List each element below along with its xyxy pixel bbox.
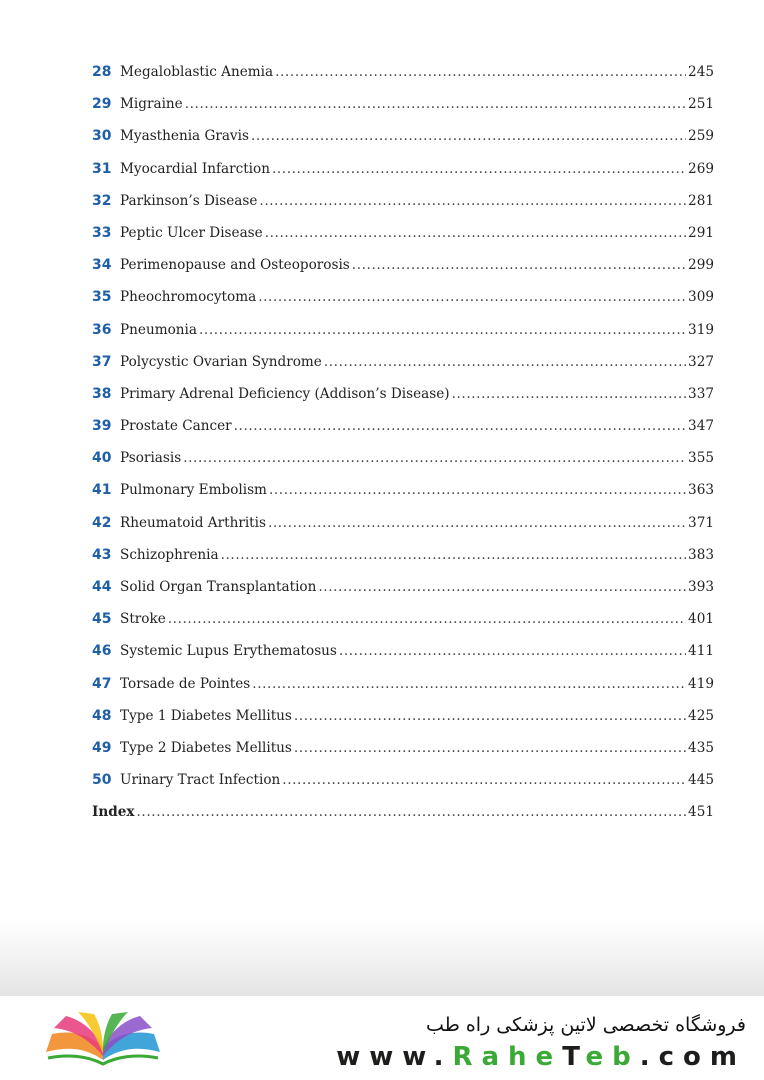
toc-entry[interactable] bbox=[92, 766, 714, 798]
dot-leader bbox=[185, 90, 686, 118]
chapter-number: 41 bbox=[92, 482, 112, 499]
page-number: 251 bbox=[688, 96, 714, 113]
page-number: 299 bbox=[688, 257, 714, 274]
dot-leader bbox=[137, 798, 687, 826]
toc-entry[interactable] bbox=[92, 122, 714, 154]
page-number: 291 bbox=[688, 224, 714, 241]
website-brand-part-2: T bbox=[562, 1042, 586, 1072]
chapter-title: Myocardial Infarction bbox=[120, 160, 270, 177]
chapter-title: Megaloblastic Anemia bbox=[120, 64, 274, 80]
chapter-title: Migraine bbox=[120, 96, 183, 113]
dot-leader bbox=[199, 316, 686, 344]
page-number: 245 bbox=[688, 64, 714, 80]
page-number: 393 bbox=[688, 579, 714, 595]
dot-leader bbox=[324, 348, 686, 376]
chapter-number: 29 bbox=[92, 96, 112, 113]
toc-entry[interactable] bbox=[92, 444, 714, 476]
dot-leader bbox=[258, 283, 686, 311]
page-number: 327 bbox=[688, 353, 714, 370]
page-number: 259 bbox=[688, 128, 714, 145]
chapter-number: 48 bbox=[92, 707, 112, 724]
chapter-title: Stroke bbox=[120, 611, 166, 628]
toc-entry[interactable] bbox=[92, 605, 714, 637]
chapter-number: 50 bbox=[92, 772, 112, 789]
chapter-number: 43 bbox=[92, 546, 112, 563]
dot-leader bbox=[234, 412, 686, 440]
toc-entry[interactable] bbox=[92, 412, 714, 444]
chapter-title: Myasthenia Gravis bbox=[120, 128, 249, 145]
chapter-title: Urinary Tract Infection bbox=[120, 772, 281, 789]
chapter-title: Solid Organ Transplantation bbox=[120, 579, 317, 595]
page-number: 319 bbox=[688, 321, 714, 338]
chapter-number: 46 bbox=[92, 643, 112, 660]
chapter-title: Torsade de Pointes bbox=[120, 675, 251, 692]
page-number: 451 bbox=[688, 804, 714, 821]
chapter-number: 34 bbox=[92, 257, 112, 274]
toc-entry[interactable] bbox=[92, 58, 714, 90]
website-prefix: www. bbox=[336, 1042, 453, 1072]
chapter-number: 33 bbox=[92, 224, 112, 241]
toc-entry[interactable] bbox=[92, 348, 714, 380]
page-number: 401 bbox=[688, 611, 714, 628]
dot-leader bbox=[252, 670, 686, 698]
dot-leader bbox=[275, 58, 686, 86]
page-number: 371 bbox=[688, 514, 714, 531]
chapter-title: Pneumonia bbox=[120, 321, 197, 338]
toc-entry[interactable] bbox=[92, 734, 714, 766]
chapter-number: 32 bbox=[92, 192, 112, 209]
dot-leader bbox=[452, 380, 686, 408]
toc-index-entry[interactable] bbox=[92, 798, 714, 830]
chapter-title: Pheochromocytoma bbox=[120, 289, 257, 306]
toc-entry[interactable] bbox=[92, 316, 714, 348]
chapter-number: 39 bbox=[92, 418, 112, 435]
toc-entry[interactable] bbox=[92, 509, 714, 541]
chapter-number: 45 bbox=[92, 611, 112, 628]
page-number: 337 bbox=[688, 385, 714, 402]
dot-leader bbox=[183, 444, 686, 472]
chapter-number: 42 bbox=[92, 514, 112, 531]
chapter-number: 35 bbox=[92, 289, 112, 306]
dot-leader bbox=[294, 702, 686, 730]
toc-entry[interactable] bbox=[92, 573, 714, 605]
shop-name: فروشگاه تخصصی لاتین پزشکی راه طب bbox=[426, 1014, 746, 1036]
toc-entry[interactable] bbox=[92, 702, 714, 734]
chapter-title: Systemic Lupus Erythematosus bbox=[120, 643, 337, 660]
toc-entry[interactable] bbox=[92, 541, 714, 573]
index-title: Index bbox=[92, 804, 135, 821]
chapter-title: Polycystic Ovarian Syndrome bbox=[120, 353, 322, 370]
chapter-title: Type 1 Diabetes Mellitus bbox=[120, 707, 292, 724]
toc-entry[interactable] bbox=[92, 251, 714, 283]
chapter-number: 38 bbox=[92, 385, 112, 402]
chapter-title: Schizophrenia bbox=[120, 546, 219, 563]
dot-leader bbox=[251, 122, 686, 150]
page-number: 309 bbox=[688, 289, 714, 306]
toc-entry[interactable] bbox=[92, 670, 714, 702]
chapter-title: Prostate Cancer bbox=[120, 418, 232, 435]
toc-entry[interactable] bbox=[92, 155, 714, 187]
chapter-number: 44 bbox=[92, 579, 112, 595]
website-brand-part-1: Rahe bbox=[452, 1042, 563, 1072]
dot-leader bbox=[318, 573, 686, 601]
open-book-logo-icon bbox=[38, 1008, 168, 1066]
page-number: 363 bbox=[688, 482, 714, 499]
website-suffix: .com bbox=[639, 1042, 746, 1072]
dot-leader bbox=[269, 476, 686, 504]
chapter-number: 47 bbox=[92, 675, 112, 692]
dot-leader bbox=[168, 605, 686, 633]
toc-entry[interactable] bbox=[92, 283, 714, 315]
page-number: 435 bbox=[688, 739, 714, 756]
chapter-title: Pulmonary Embolism bbox=[120, 482, 267, 499]
page-fade bbox=[0, 920, 764, 998]
page-number: 347 bbox=[688, 418, 714, 435]
chapter-number: 36 bbox=[92, 321, 112, 338]
chapter-number: 37 bbox=[92, 353, 112, 370]
dot-leader bbox=[221, 541, 686, 569]
chapter-title: Perimenopause and Osteoporosis bbox=[120, 257, 350, 274]
page-number: 419 bbox=[688, 675, 714, 692]
dot-leader bbox=[272, 155, 686, 183]
toc-entry[interactable] bbox=[92, 90, 714, 122]
website-url[interactable] bbox=[336, 1042, 746, 1072]
chapter-title: Peptic Ulcer Disease bbox=[120, 224, 263, 241]
website-brand-part-3: eb bbox=[585, 1042, 640, 1072]
toc-entry[interactable] bbox=[92, 219, 714, 251]
page-number: 355 bbox=[688, 450, 714, 467]
chapter-title: Psoriasis bbox=[120, 450, 182, 467]
page-number: 411 bbox=[688, 643, 714, 660]
chapter-title: Type 2 Diabetes Mellitus bbox=[120, 739, 292, 756]
dot-leader bbox=[339, 637, 686, 665]
chapter-title: Primary Adrenal Deficiency (Addison’s Disease) bbox=[120, 385, 450, 402]
dot-leader bbox=[268, 509, 686, 537]
page-number: 269 bbox=[688, 160, 714, 177]
page-number: 281 bbox=[688, 192, 714, 209]
toc-entry[interactable] bbox=[92, 476, 714, 508]
dot-leader bbox=[265, 219, 686, 247]
chapter-title: Parkinson’s Disease bbox=[120, 192, 258, 209]
page-number: 425 bbox=[688, 707, 714, 724]
page-number: 445 bbox=[688, 772, 714, 789]
chapter-number: 49 bbox=[92, 739, 112, 756]
chapter-number: 31 bbox=[92, 160, 112, 177]
chapter-title: Rheumatoid Arthritis bbox=[120, 514, 266, 531]
chapter-number: 28 bbox=[92, 64, 112, 80]
dot-leader bbox=[259, 187, 686, 215]
dot-leader bbox=[294, 734, 686, 762]
chapter-number: 30 bbox=[92, 128, 112, 145]
chapter-number: 40 bbox=[92, 450, 112, 467]
table-of-contents bbox=[92, 58, 714, 831]
dot-leader bbox=[352, 251, 686, 279]
dot-leader bbox=[282, 766, 686, 794]
toc-entry[interactable] bbox=[92, 637, 714, 669]
toc-entry[interactable] bbox=[92, 187, 714, 219]
publisher-banner bbox=[0, 996, 764, 1080]
page-number: 383 bbox=[688, 546, 714, 563]
toc-entry[interactable] bbox=[92, 380, 714, 412]
